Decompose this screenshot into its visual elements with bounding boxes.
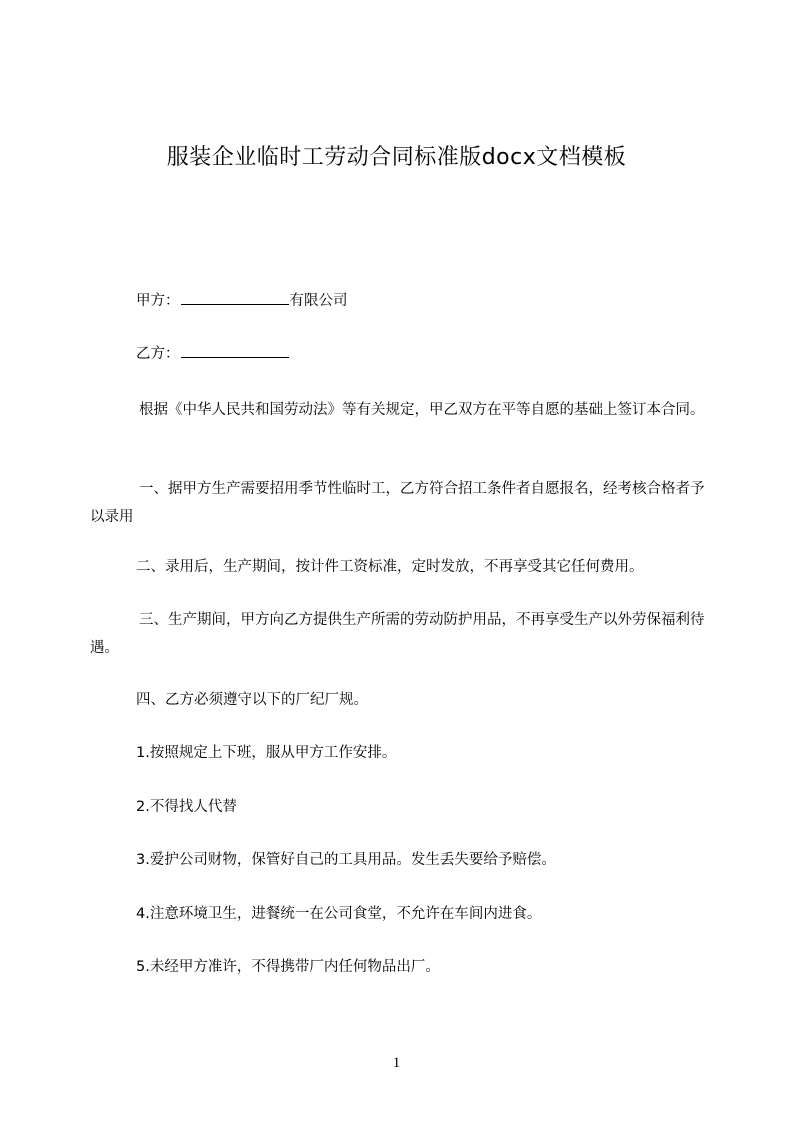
party-b-label: 乙方： [136, 346, 180, 362]
rule-2: 2.不得找人代替 [136, 799, 237, 815]
document-title: 服装企业临时工劳动合同标准版docx文档模板 [166, 145, 627, 170]
clause-3: 三、生产期间，甲方向乙方提供生产所需的劳动防护用品，不再享受生产以外劳保福利待遇。 [90, 612, 705, 656]
page-number: 1 [392, 1055, 401, 1071]
party-b-blank[interactable] [181, 343, 289, 358]
party-a-suffix: 有限公司 [289, 293, 348, 309]
rule-3: 3.爱护公司财物，保管好自己的工具用品。发生丢失要给予赔偿。 [136, 852, 556, 868]
party-b-line [90, 340, 712, 368]
party-a-line [90, 287, 712, 315]
party-a-label: 甲方： [136, 293, 180, 309]
clause-4: 四、乙方必须遵守以下的厂纪厂规。 [136, 692, 368, 708]
intro-paragraph: 根据《中华人民共和国劳动法》等有关规定，甲乙双方在平等自愿的基础上签订本合同。 [139, 402, 705, 418]
party-a-blank[interactable] [181, 290, 289, 305]
rule-4: 4.注意环境卫生，进餐统一在公司食堂，不允许在车间内进食。 [136, 906, 542, 922]
clause-2: 二、录用后，生产期间，按计件工资标准，定时发放，不再享受其它任何费用。 [136, 559, 644, 575]
rule-5: 5.未经甲方准许，不得携带厂内任何物品出厂。 [136, 959, 440, 975]
rule-1: 1.按照规定上下班，服从甲方工作安排。 [136, 745, 397, 761]
clause-1: 一、据甲方生产需要招用季节性临时工，乙方符合招工条件者自愿报名，经考核合格者予以录用 [90, 481, 705, 525]
